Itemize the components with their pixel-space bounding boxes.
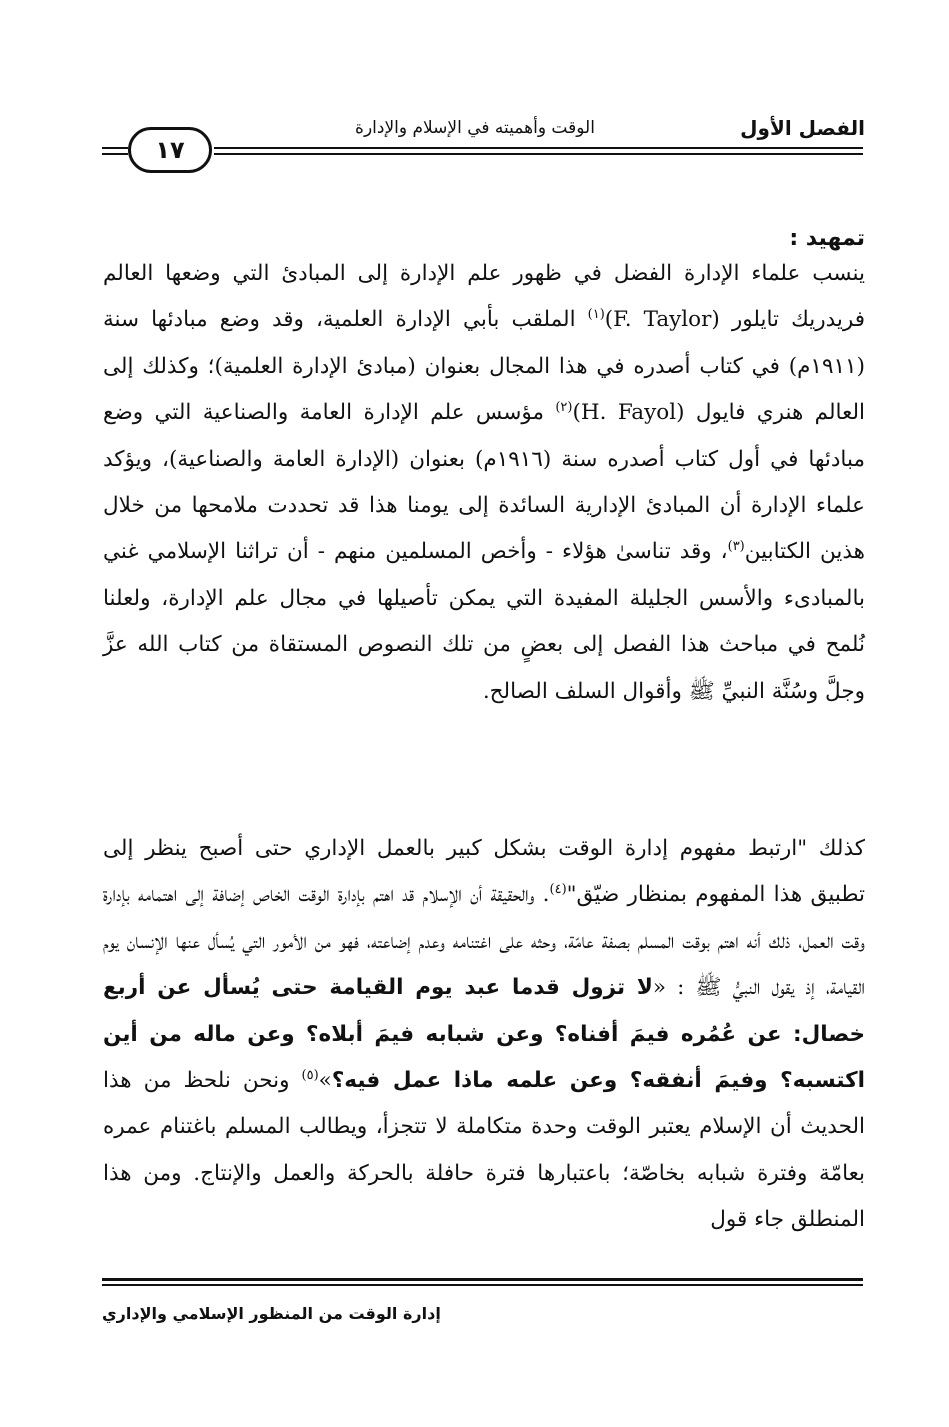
page-number: ١٧: [155, 136, 185, 164]
header-rule-left: [102, 147, 128, 149]
footnote-ref[interactable]: (١): [587, 307, 605, 323]
paragraph-text: مؤسس علم الإدارة العامة والصناعية التي وضع مبادئها في أول كتاب أصدره سنة (١٩١٦م) بعنوان (الإدارة العامة والصناعية)، ويؤكد علماء الإدارة أن المبادئ الإدارية السائدة إلى يومنا هذا قد تحددت ملامحها من خلال هذين الكتابين: [103, 400, 865, 565]
footnote-ref[interactable]: (٥): [301, 1067, 319, 1083]
footnote-ref[interactable]: (٢): [555, 400, 573, 416]
paragraph-text: الملقب بأبي الإدارة العلمية، وقد وضع مبادئها سنة (١٩١١م) في كتاب أصدره في هذا المجال بعنوان (مبادئ الإدارة العلمية)؛ وكذلك إلى العالم هنري فايول (H. Fayol): [103, 307, 865, 426]
footer-rule: [102, 1278, 863, 1281]
paragraph-text: ونحن نلحظ من هذا الحديث أن الإسلام يعتبر الوقت وحدة متكاملة لا تتجزأ، ويطالب المسلم باغتنام عمره بعامّة وفترة شبابه بخاصّة؛ باعتبارها فترة حافلة بالحركة والعمل والإنتاج. ومن هذا المنطلق جاء قول: [103, 1068, 865, 1233]
paragraph-text: ينسب علماء الإدارة الفضل في ظهور علم الإدارة إلى المبادئ التي وضعها العالم فريدريك تايلور (F. Taylor): [103, 261, 865, 333]
footnote-ref[interactable]: (٤): [549, 882, 567, 898]
header-rule: [214, 153, 863, 155]
header-rule: [214, 147, 863, 149]
paragraph-text: ، وقد تناسىٰ هؤلاء - وأخص المسلمين منهم - أن تراثنا الإسلامي غني بالمبادىء والأسس الجليلة المفيدة التي يمكن تأصيلها في مجال علم الإدارة، ولعلنا نُلمح في مباحث هذا الفصل إلى بعضٍ من تلك النصوص المستقاة من كتاب الله عزَّ وجلَّ وسُنَّة النبيِّ ﷺ وأقوال السلف الصالح.: [103, 539, 865, 704]
footer-rule: [102, 1284, 863, 1286]
paragraph-text: »: [318, 1068, 332, 1094]
footnote-ref[interactable]: (٣): [727, 539, 745, 555]
header-rule-left: [102, 153, 128, 155]
footer-book-title: إدارة الوقت من المنظور الإسلامي والإداري: [102, 1304, 441, 1323]
body-paragraph: [103, 826, 865, 1244]
paragraph-text: كذلك "ارتبط مفهوم إدارة الوقت بشكل كبير بالعمل الإداري حتى أصبح ينظر إلى تطبيق هذا المفهوم بمنظار ضيّق": [103, 836, 865, 908]
running-header-title: الوقت وأهميته في الإسلام والإدارة: [355, 118, 595, 138]
body-paragraph: [103, 251, 865, 715]
hadith-quote: لا تزول قدما عبد يوم القيامة حتى يُسأل عن أربع خصال: عن عُمُره فيمَ أفناه؟ وعن شبابه فيمَ أبلاه؟ وعن ماله من أين اكتسبه؟ وفيمَ أنفقه؟ وعن علمه ماذا عمل فيه؟: [103, 975, 865, 1094]
section-heading: تمهيد :: [789, 226, 865, 251]
paragraph-text: . والحقيقة أن الإسلام قد اهتم بإدارة الوقت الخاص إضافة إلى اهتمامه بإدارة وقت العمل، ذلك أنه اهتم بوقت المسلم بصفة عامّة، وحثه على اغتنامه وعدم إضاعته، فهو من الأمور التي يُسأل عنها الإنسان يوم القيامة، إذ يقول النبيُّ ﷺ : «: [103, 882, 866, 1001]
page-number-badge: [128, 127, 212, 173]
running-header-chapter: الفصل الأول: [740, 116, 865, 140]
